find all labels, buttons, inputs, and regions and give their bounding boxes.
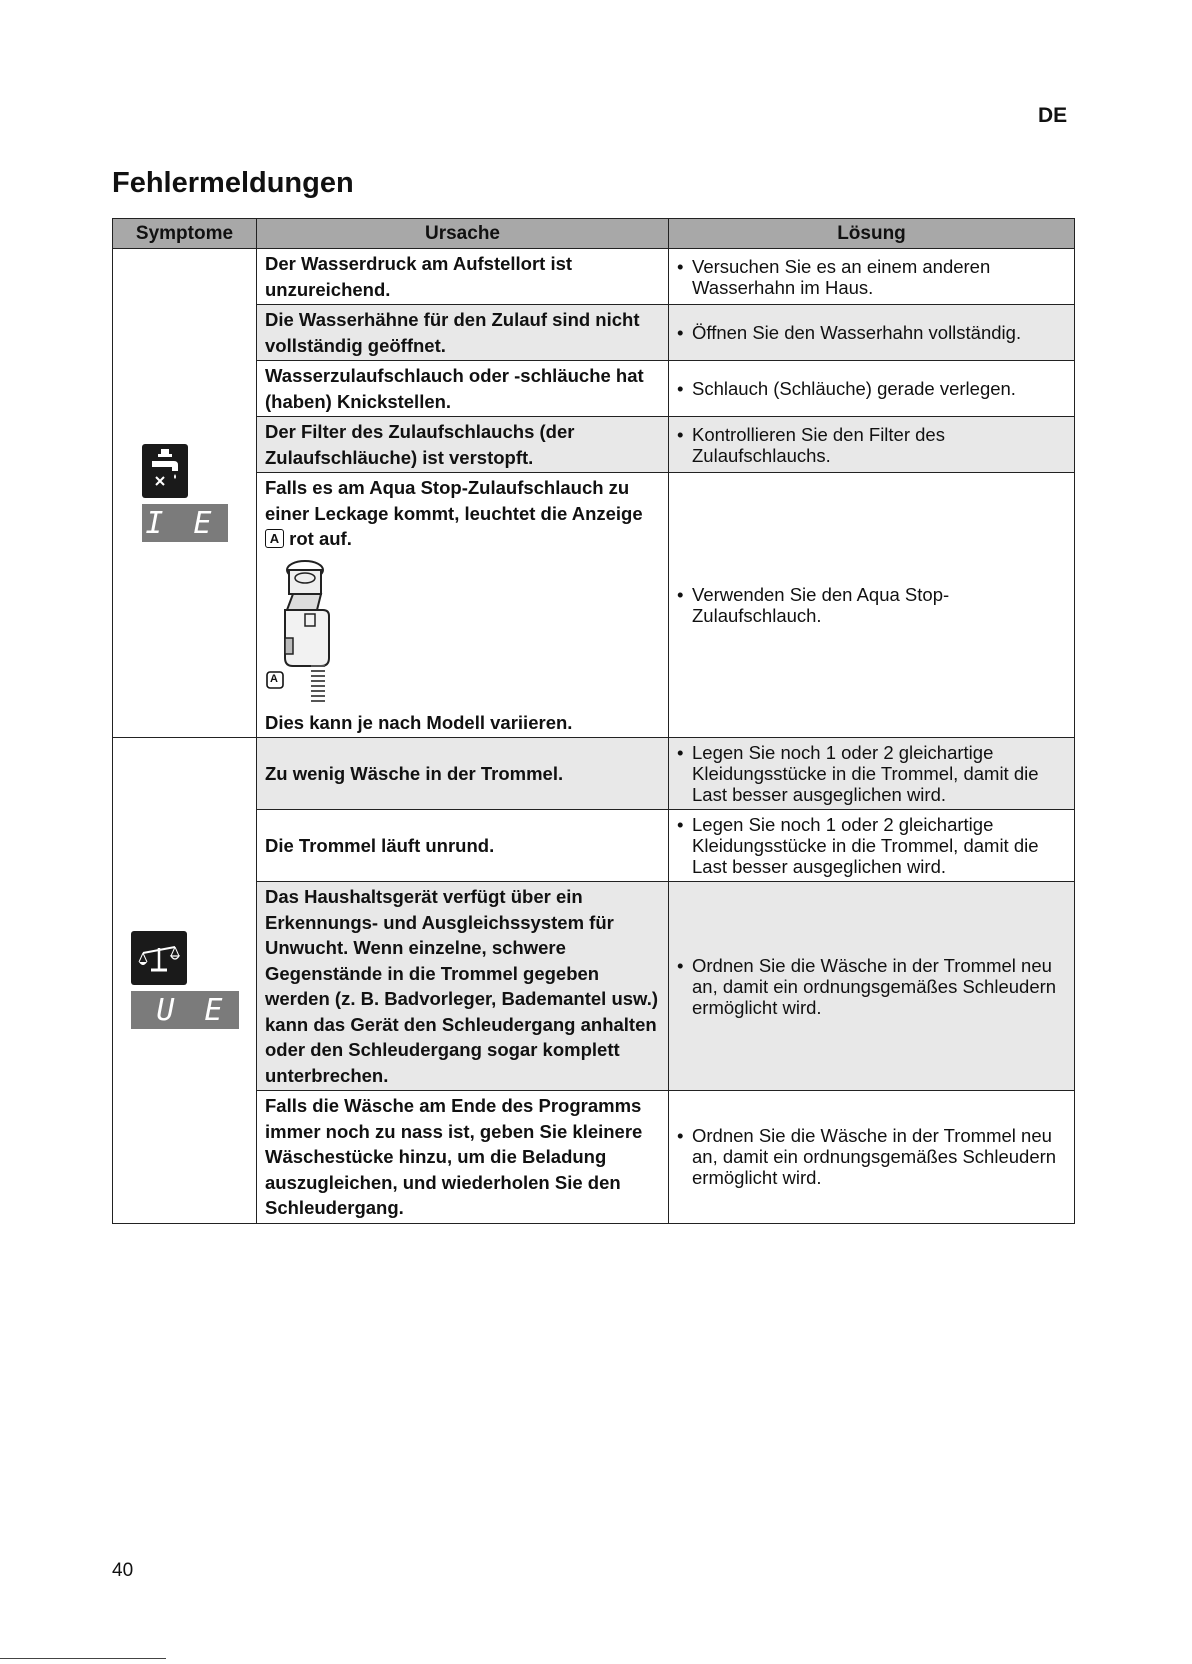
table-row <box>113 361 1075 417</box>
header-cause: Ursache <box>257 219 669 249</box>
table-header-row <box>113 219 1075 249</box>
indicator-a-badge: A <box>265 529 284 548</box>
aqua-stop-hose-illustration <box>265 558 660 708</box>
error-display-ue: U E <box>131 991 239 1029</box>
aqua-stop-cause-text-end: rot auf. <box>289 528 352 549</box>
cause-cell: Der Filter des Zulaufschlauchs (der Zulaufschläuche) ist verstopft. <box>257 417 669 473</box>
table-row <box>113 305 1075 361</box>
model-variation-note: Dies kann je nach Modell variieren. <box>265 711 573 733</box>
bullet: • <box>677 742 684 763</box>
cause-cell: Der Wasserdruck am Aufstellort ist unzureichend. <box>257 249 669 305</box>
water-tap-icon <box>142 444 188 498</box>
error-display-ie: I E <box>142 504 228 542</box>
solution-cell: • Öffnen Sie den Wasserhahn vollständig. <box>669 305 1075 361</box>
solution-cell: • Verwenden Sie den Aqua Stop-Zulaufschlauch. <box>669 473 1075 738</box>
solution-cell: • Schlauch (Schläuche) gerade verlegen. <box>669 361 1075 417</box>
table-row <box>113 1091 1075 1224</box>
table-row <box>113 882 1075 1091</box>
solution-cell: • Legen Sie noch 1 oder 2 gleichartige Kleidungsstücke in die Trommel, damit die Last besser ausgeglichen wird. <box>669 738 1075 810</box>
page-title: Fehlermeldungen <box>112 167 354 199</box>
hose-label-a: A <box>270 672 278 685</box>
cause-cell: Wasserzulaufschlauch oder -schläuche hat (haben) Knickstellen. <box>257 361 669 417</box>
solution-cell: • Kontrollieren Sie den Filter des Zulaufschlauchs. <box>669 417 1075 473</box>
page-number: 40 <box>112 1560 134 1581</box>
symptom-cell-ie <box>113 249 257 738</box>
header-solution: Lösung <box>669 219 1075 249</box>
solution-cell: • Ordnen Sie die Wäsche in der Trommel neu an, damit ein ordnungsgemäßes Schleudern ermöglicht wird. <box>669 882 1075 1091</box>
table-row <box>113 738 1075 810</box>
bullet: • <box>677 584 684 605</box>
bullet: • <box>677 1125 684 1147</box>
cause-cell: Die Wasserhähne für den Zulauf sind nicht vollständig geöffnet. <box>257 305 669 361</box>
bullet: • <box>677 322 684 343</box>
cause-cell <box>257 473 669 738</box>
aqua-stop-cause-text: Falls es am Aqua Stop-Zulaufschlauch zu einer Leckage kommt, leuchtet die Anzeige <box>265 477 643 524</box>
cause-cell: Falls die Wäsche am Ende des Programms immer noch zu nass ist, geben Sie kleinere Wäschestücke hinzu, um die Beladung auszugleichen, und wiederholen Sie den Schleudergang. <box>257 1091 669 1224</box>
table-row <box>113 249 1075 305</box>
bullet: • <box>677 423 684 445</box>
error-table <box>112 218 1075 1224</box>
solution-cell: • Versuchen Sie es an einem anderen Wasserhahn im Haus. <box>669 249 1075 305</box>
table-row <box>113 417 1075 473</box>
cause-cell: Das Haushaltsgerät verfügt über ein Erkennungs- und Ausgleichssystem für Unwucht. Wenn einzelne, schwere Gegenstände in die Trommel gegeben werden (z. B. Badvorleger, Bademantel usw.) kann das Gerät den Schleudergang anhalten oder den Schleudergang sogar komplett unterbrechen. <box>257 882 669 1091</box>
table-row <box>113 473 1075 738</box>
header-symptom: Symptome <box>113 219 257 249</box>
footer-rule <box>0 1658 166 1659</box>
bullet: • <box>677 814 684 835</box>
unbalance-scale-icon <box>131 931 187 985</box>
symptom-cell-ue <box>113 738 257 1224</box>
cause-cell: Zu wenig Wäsche in der Trommel. <box>257 738 669 810</box>
bullet: • <box>677 954 684 976</box>
solution-cell: • Ordnen Sie die Wäsche in der Trommel neu an, damit ein ordnungsgemäßes Schleudern ermöglicht wird. <box>669 1091 1075 1224</box>
bullet: • <box>677 378 684 399</box>
bullet: • <box>677 255 684 277</box>
table-row <box>113 810 1075 882</box>
solution-cell: • Legen Sie noch 1 oder 2 gleichartige Kleidungsstücke in die Trommel, damit die Last besser ausgeglichen wird. <box>669 810 1075 882</box>
language-code: DE <box>1038 104 1068 127</box>
cause-cell: Die Trommel läuft unrund. <box>257 810 669 882</box>
